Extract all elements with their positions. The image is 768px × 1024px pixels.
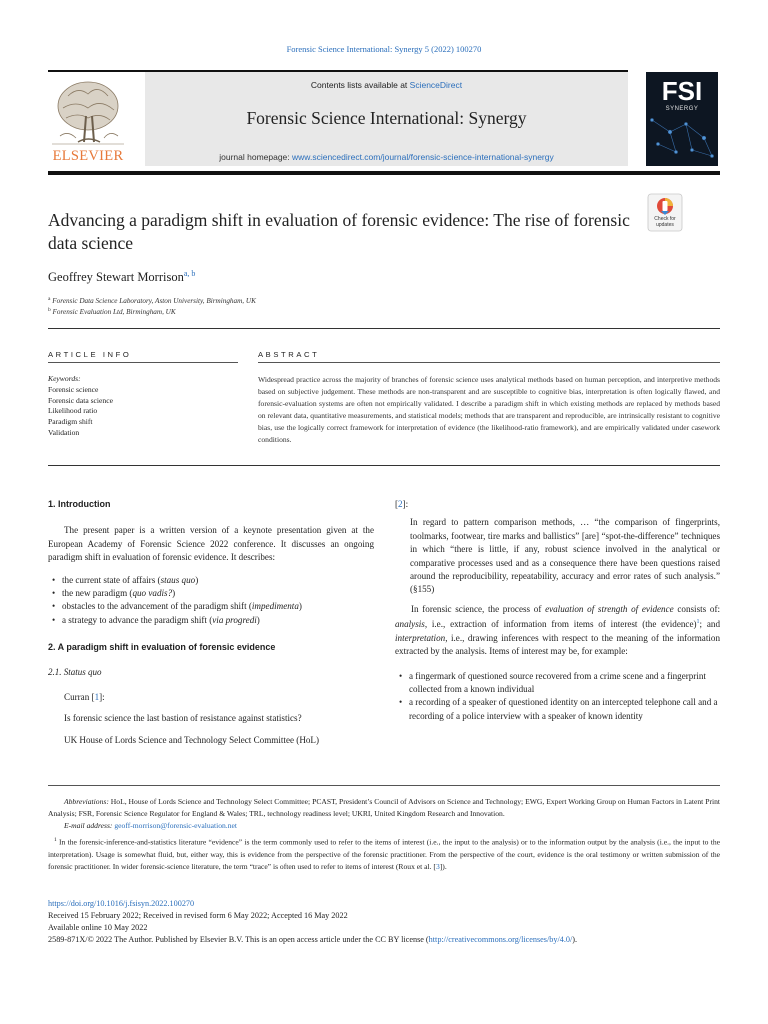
bullet-emphasis: via progredi: [212, 614, 257, 625]
badge-text-1: Check for: [654, 216, 676, 222]
citation-link[interactable]: 3: [435, 861, 440, 871]
list-item: • a fingermark of questioned source recovered from a crime scene and a fingerprint collected from a known individual: [395, 670, 720, 697]
sciencedirect-link[interactable]: ScienceDirect: [409, 80, 463, 90]
footnote-end: ]).: [439, 861, 447, 871]
article-info-heading: ARTICLE INFO: [48, 350, 132, 359]
hol-line: UK House of Lords Science and Technology Select Committee (HoL): [64, 734, 320, 745]
abbreviations-text: HoL, House of Lords Science and Technology Select Committee; PCAST, President’s Council of Advisors on Science and Technology; EWG, Expert Working Group on Human Factors in Latent Print Analysis; FSR, Forensic Science Regulator for England & Wales; TRL, technology readiness level; UKRI, United Kingdom Research and Innovation.: [48, 797, 720, 818]
affiliation-b: [48, 307, 176, 316]
bullet-emphasis: quo vadis?: [132, 588, 173, 599]
bullet-tail: ): [172, 588, 176, 599]
quote-statistics: Is forensic science the last bastion of resistance against statistics?: [64, 713, 302, 724]
list-item: [48, 614, 374, 627]
received-dates: Received 15 February 2022; Received in revised form 6 May 2022; Accepted 16 May 2022: [48, 911, 348, 920]
footnote-link[interactable]: 1: [696, 619, 700, 626]
para-emphasis: evaluation of strength of evidence: [545, 603, 674, 614]
badge-text-2: updates: [656, 222, 674, 228]
footnote-rule: [48, 785, 720, 786]
author-affiliation-marks[interactable]: a, b: [183, 269, 196, 278]
license-suffix: ).: [572, 935, 578, 944]
keyword-item: Forensic data science: [48, 395, 113, 405]
homepage-link[interactable]: www.sciencedirect.com/journal/forensic-science-international-synergy: [292, 152, 554, 162]
license-text: 2589-871X/© 2022 The Author. Published by Elsevier B.V. This is an open access article under the CC BY license (: [48, 935, 429, 944]
journal-homepage: [145, 152, 628, 162]
article-title: Advancing a paradigm shift in evaluation of forensic evidence: The rise of forensic data science: [48, 210, 630, 253]
keywords-label: Keywords:: [48, 374, 81, 383]
section-1-heading: 1. Introduction: [48, 499, 111, 509]
running-header[interactable]: Forensic Science International: Synergy 5 (2022) 100270: [286, 44, 482, 54]
footnote-text: In the forensic-inference-and-statistics literature “evidence” is the term commonly used to refer to the items of interest (i.e., the input to the analysis) or to the information output by the analysis (i.e., the input to the interpretation). Usage is somewhat fluid, but, either way, this is evidence from the perspective of the forensic practitioner. From the perspective of the court, evidence is the oral testimony or written submission of the forensic practitioner. In wider forensic-science literature, the term “trace” is often used to refer to items of interest (Roux et al. [: [48, 837, 720, 871]
abstract-divider: [48, 465, 720, 466]
keywords-block: [48, 374, 113, 439]
keyword-item: Paradigm shift: [48, 417, 93, 427]
right-column: [395, 498, 720, 723]
list-item: [48, 600, 374, 613]
bullet-text: the new paradigm (: [62, 588, 133, 599]
curran-line: [48, 691, 374, 704]
evaluation-paragraph: [395, 603, 720, 659]
cover-title: FSI: [661, 76, 703, 106]
section-2-heading: 2. A paradigm shift in evaluation of forensic evidence: [48, 642, 276, 653]
affiliation-a: [48, 296, 256, 305]
citation-bracket: [: [395, 499, 399, 509]
bullet-emphasis: staus quo: [160, 574, 196, 585]
email-footnote: [48, 820, 720, 832]
masthead-bottom-rule: [48, 171, 720, 175]
affiliation-mark: b: [48, 307, 51, 313]
journal-cover-thumbnail[interactable]: [646, 72, 718, 166]
hol-quote: In regard to pattern comparison methods, … “the comparison of fingerprints, toolmarks, footwear, tire marks and ballistics” [are] “spot-the-difference” techniques in which “there is little, if any, robust science involved in the analytical or comparative processes used and as a consequence there have been questions raised around the reproducibility, repeatability, accuracy and error rates of such analysis.” (§155): [410, 517, 720, 595]
footnote-mark: 1: [54, 837, 57, 844]
publication-info: [48, 898, 577, 946]
list-item: [48, 587, 374, 600]
curran-suffix: ]:: [99, 692, 105, 703]
footnote-1: [48, 835, 720, 872]
license-line: [48, 934, 577, 946]
abbreviations-label: Abbreviations:: [64, 797, 109, 806]
header-divider: [48, 328, 720, 329]
affiliation-text: Forensic Evaluation Ltd, Birmingham, UK: [52, 308, 176, 316]
elsevier-logo: [48, 76, 128, 166]
intro-bullet-list: [48, 574, 374, 628]
keyword-item: Validation: [48, 427, 80, 437]
author-name: Geoffrey Stewart Morrison: [48, 270, 184, 284]
keyword-item: Likelihood ratio: [48, 406, 98, 416]
para-text: consists of:: [673, 603, 720, 614]
bullet-tail: ): [256, 614, 260, 625]
check-for-updates-badge[interactable]: [646, 193, 686, 233]
curran-text: Curran [: [64, 692, 95, 703]
email-label: E-mail address:: [64, 820, 113, 830]
keyword-item: Forensic science: [48, 384, 99, 394]
para-emphasis: interpretation: [395, 632, 446, 643]
bullet-text: the current state of affairs (: [62, 574, 161, 585]
para-emphasis: analysis: [395, 619, 425, 630]
abstract-heading: ABSTRACT: [258, 350, 320, 359]
contents-prefix: Contents lists available at: [310, 80, 410, 90]
abstract-text: Widespread practice across the majority of branches of forensic science uses analytical methods based on human perception, and interpretive methods based on subjective judgement. These methods are non-transparent and are susceptible to cognitive bias, interpretation is often logically flawed, and forensic-evaluation systems are often not empirically validated. I describe a paradigm shift in which existing methods are replaced by methods based on relevant data, quantitative measurements, and statistical models; methods that are transparent and reproducible, are intrinsically resistant to cognitive bias, use the logically correct framework for interpretation of evidence (the likelihood-ratio framework), and are empirically validated under casework conditions.: [258, 375, 721, 444]
intro-paragraph: The present paper is a written version of a keynote presentation given at the European Academy of Forensic Science 2022 conference. It discusses an ongoing paradigm shift in evaluation of forensic evidence. It describes:: [48, 525, 374, 563]
citation-link[interactable]: 1: [94, 692, 100, 703]
list-item: • a recording of a speaker of questioned identity on an intercepted telephone call and a recording of a police interview with a speaker of known identity: [395, 696, 720, 723]
abstract-rule: [258, 362, 720, 363]
available-online: Available online 10 May 2022: [48, 923, 148, 932]
publisher-name: ELSEVIER: [52, 148, 124, 164]
left-column: [48, 498, 374, 747]
bullet-tail: ): [298, 601, 302, 612]
doi-link[interactable]: https://doi.org/10.1016/j.fsisyn.2022.100270: [48, 899, 195, 908]
hol-citation: [395, 498, 720, 511]
author-line: [48, 269, 195, 285]
cover-subtitle: SYNERGY: [665, 106, 699, 112]
bullet-tail: ): [195, 574, 199, 585]
abbreviations-footnote: [48, 796, 720, 820]
bullet-text: obstacles to the advancement of the paradigm shift (: [62, 601, 252, 612]
footnotes: [48, 796, 720, 872]
para-text: ; and: [699, 619, 720, 630]
affiliation-mark: a: [48, 296, 51, 302]
license-link[interactable]: http://creativecommons.org/licenses/by/4.0/: [428, 935, 573, 944]
para-text: , i.e., extraction of information from items of interest (the evidence): [424, 619, 697, 630]
journal-title: Forensic Science International: Synergy: [246, 108, 527, 128]
list-item: [48, 574, 374, 587]
para-text: In forensic science, the process of: [411, 603, 546, 614]
citation-bracket: ]:: [402, 499, 409, 509]
bullet-emphasis: impedimenta: [251, 601, 299, 612]
bullet-text: a strategy to advance the paradigm shift (: [62, 614, 213, 625]
email-link[interactable]: geoff-morrison@forensic-evaluation.net: [114, 820, 237, 830]
citation-link[interactable]: 2: [398, 499, 403, 509]
homepage-label: journal homepage:: [219, 152, 293, 162]
example-bullet-list: [395, 670, 720, 724]
contents-line: [145, 80, 628, 90]
para-text: , i.e., drawing inferences with respect to the meaning of the information extracted by the analysis. Items of interest may be, for example:: [395, 632, 720, 657]
article-info-rule: [48, 362, 238, 363]
section-2-1-heading: 2.1. Status quo: [48, 666, 102, 677]
affiliation-text: Forensic Data Science Laboratory, Aston University, Birmingham, UK: [52, 297, 256, 305]
